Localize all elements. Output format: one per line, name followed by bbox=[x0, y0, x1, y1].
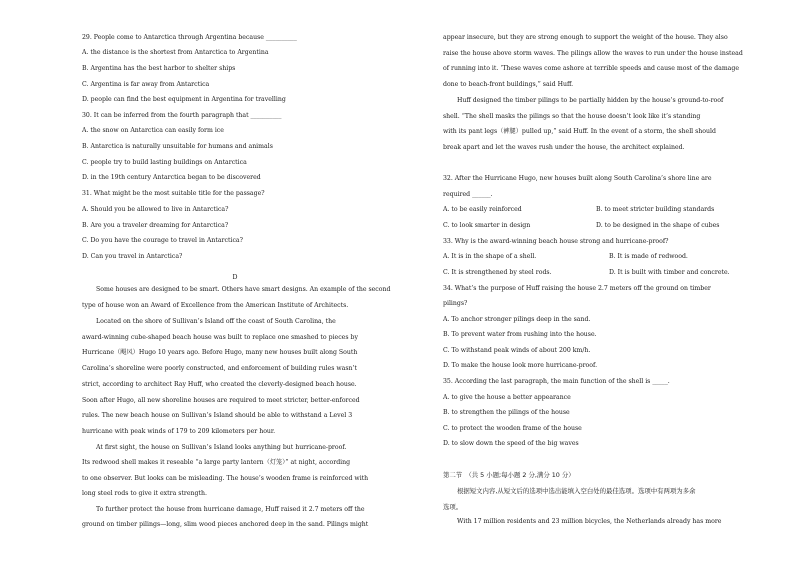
q32-options-row-2 bbox=[443, 222, 773, 230]
q35-option-b: B. to strengthen the pilings of the house bbox=[443, 409, 570, 416]
passage-line: award-winning cube-shaped beach house was built to replace one smashed to pieces by bbox=[82, 334, 358, 341]
q32-options-row-1 bbox=[443, 206, 773, 214]
q31-option-a: A. Should you be allowed to live in Antarctica? bbox=[82, 206, 229, 213]
q33-options-row-2 bbox=[443, 269, 773, 277]
passage-line: strict, according to architect Ray Huff, who created the cleverly-designed beach house. bbox=[82, 381, 357, 388]
passage-line: long steel rods to give it extra strength. bbox=[82, 490, 207, 497]
q31-option-d: D. Can you travel in Antarctica? bbox=[82, 253, 183, 260]
passage-line: of running into it. ‘These waves come ashore at terrible speeds and cause most of the damage bbox=[443, 65, 739, 72]
passage-line: ground on timber pilings—long, slim wood pieces anchored deep in the sand. Pilings might bbox=[82, 521, 369, 528]
q35-option-c: C. to protect the wooden frame of the house bbox=[443, 425, 582, 432]
q30-option-c: C. people try to build lasting buildings on Antarctica bbox=[82, 159, 247, 166]
passage-line: break apart and let the waves rush under the house, the architect explained. bbox=[443, 144, 685, 151]
question-32: 32. After the Hurricane Hugo, new houses built along South Carolina’s shore line are bbox=[443, 175, 712, 182]
question-33: 33. Why is the award-winning beach house strong and hurricane-proof? bbox=[443, 238, 669, 245]
q30-option-a: A. the snow on Antarctica can easily form ice bbox=[82, 127, 224, 134]
section-2-instructions-cont: 选项。 bbox=[443, 503, 463, 511]
question-34: 34. What’s the purpose of Huff raising the house 2.7 meters off the ground on timber bbox=[443, 285, 711, 292]
q34-option-b: B. To prevent water from rushing into the house. bbox=[443, 331, 597, 338]
q29-option-c: C. Argentina is far away from Antarctica bbox=[82, 81, 210, 88]
passage-line: raise the house above storm waves. The pilings allow the waves to run under the house instead bbox=[443, 50, 743, 57]
passage-line: Huff designed the timber pilings to be partially hidden by the house’s ground-to-roof bbox=[457, 97, 724, 104]
q34-option-c: C. To withstand peak winds of about 200 km/h. bbox=[443, 347, 591, 354]
passage-line: rules. The new beach house on Sullivan’s Island should be able to withstand a Level 3 bbox=[82, 412, 353, 419]
q33-option-a: A. It is in the shape of a shell. bbox=[443, 253, 537, 260]
next-passage-line: With 17 million residents and 23 million bicycles, the Netherlands already has more bbox=[457, 518, 722, 525]
passage-line: hurricane with peak winds of 179 to 209 kilometers per hour. bbox=[82, 428, 276, 435]
question-35: 35. According the last paragraph, the main function of the shell is _____. bbox=[443, 378, 670, 385]
question-34-cont: pilings? bbox=[443, 300, 468, 307]
q32-option-b: B. to meet stricter building standards bbox=[596, 206, 715, 213]
passage-line: type of house won an Award of Excellence from the American Institute of Architects. bbox=[82, 302, 349, 309]
q32-option-d: D. to be designed in the shape of cubes bbox=[596, 222, 720, 229]
question-31: 31. What might be the most suitable title for the passage? bbox=[82, 190, 265, 197]
question-30: 30. It can be inferred from the fourth paragraph that __________ bbox=[82, 112, 282, 119]
section-heading-d: D bbox=[232, 274, 238, 281]
passage-line: At first sight, the house on Sullivan’s Island looks anything but hurricane-proof. bbox=[96, 444, 347, 451]
q32-option-a: A. to be easily reinforced bbox=[443, 206, 522, 213]
passage-line: Hurricane（飓风）Hugo 10 years ago. Before Hugo, many new houses built along South bbox=[82, 349, 358, 356]
passage-line: appear insecure, but they are strong enough to support the weight of the house. They also bbox=[443, 34, 728, 41]
q34-option-a: A. To anchor stronger pilings deep in the sand. bbox=[443, 316, 591, 323]
passage-line: Carolina’s shoreline were poorly constructed, and enforcement of building rules wasn’t bbox=[82, 365, 357, 372]
q29-option-d: D. people can find the best equipment in Argentina for travelling bbox=[82, 96, 286, 103]
q34-option-d: D. To make the house look more hurricane-proof. bbox=[443, 362, 598, 369]
q29-option-a: A. the distance is the shortest from Antarctica to Argentina bbox=[82, 49, 269, 56]
q33-option-b: B. It is made of redwood. bbox=[609, 253, 688, 260]
q33-options-row-1 bbox=[443, 253, 773, 261]
passage-line: To further protect the house from hurricane damage, Huff raised it 2.7 meters off the bbox=[96, 506, 365, 513]
passage-line: with its pant legs（裤腿）pulled up,” said Huff. In the event of a storm, the shell should bbox=[443, 128, 716, 135]
section-2-instructions: 根据短文内容,从短文后的选项中选出能填入空白处的最佳选项。选项中有两项为多余 bbox=[457, 487, 696, 495]
passage-line: shell. “The shell masks the pilings so that the house doesn’t look like it’s standing bbox=[443, 113, 701, 120]
q33-option-c: C. It is strengthened by steel rods. bbox=[443, 269, 552, 276]
q30-option-b: B. Antarctica is naturally unsuitable for humans and animals bbox=[82, 143, 273, 150]
passage-line: Some houses are designed to be smart. Others have smart designs. An example of the second bbox=[96, 286, 391, 293]
passage-line: Its redwood shell makes it reseable “a large party lantern（灯笼）” at night, according bbox=[82, 459, 351, 466]
q33-option-d: D. It is built with timber and concrete. bbox=[609, 269, 730, 276]
q29-option-b: B. Argentina has the best harbor to shelter ships bbox=[82, 65, 236, 72]
q35-option-a: A. to give the house a better appearance bbox=[443, 394, 571, 401]
q31-option-c: C. Do you have the courage to travel in Antarctica? bbox=[82, 237, 243, 244]
passage-line: to one observer. But looks can be misleading. The house’s wooden frame is reinforced with bbox=[82, 475, 369, 482]
question-29: 29. People come to Antarctica through Argentina because __________ bbox=[82, 34, 297, 41]
q30-option-d: D. in the 19th century Antarctica began to be discovered bbox=[82, 174, 261, 181]
q32-option-c: C. to look smarter in design bbox=[443, 222, 531, 229]
passage-line: Located on the shore of Sullivan’s Island off the coast of South Carolina, the bbox=[96, 318, 336, 325]
q31-option-b: B. Are you a traveler dreaming for Antarctica? bbox=[82, 222, 229, 229]
passage-line: Soon after Hugo, all new shoreline houses are required to meet stricter, better-enforced bbox=[82, 397, 360, 404]
question-32-cont: required ______. bbox=[443, 191, 493, 198]
q35-option-d: D. to slow down the speed of the big waves bbox=[443, 440, 579, 447]
passage-line: done to beach-front buildings,” said Huff. bbox=[443, 81, 574, 88]
section-2-title: 第二节 （共 5 小题;每小题 2 分,满分 10 分） bbox=[443, 471, 575, 479]
